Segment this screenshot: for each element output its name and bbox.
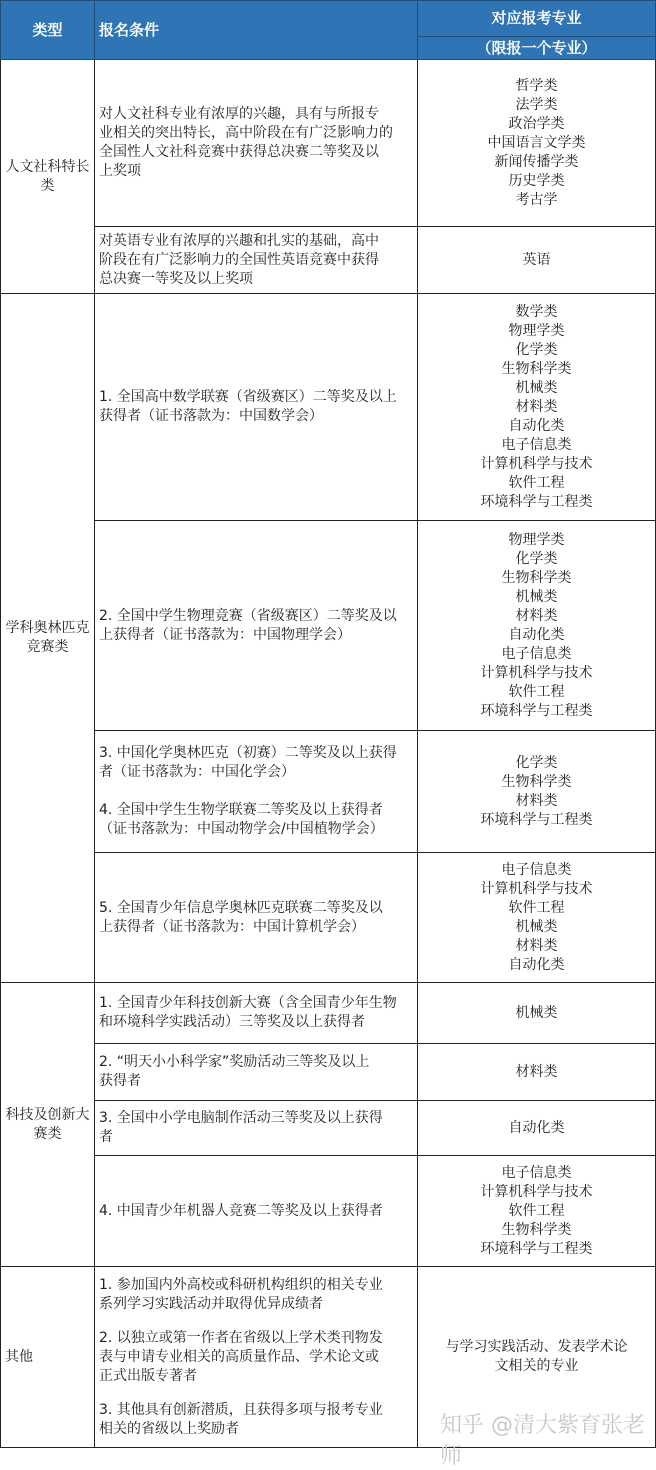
table-row (1, 521, 656, 731)
table-row (1, 853, 656, 983)
major-cell: 英语 (418, 227, 656, 294)
condition-cell: 2. “明天小小科学家”奖励活动三等奖及以上 获得者 (95, 1044, 418, 1101)
condition-text: 2. 以独立或第一作者在省级以上学术类刊物发 表与申请专业相关的高质量作品、学术论文或 正式出版专著者 (99, 1329, 383, 1384)
condition-cell: 5. 全国青少年信息学奥林匹克联赛二等奖及以 上获得者（证书落款为：中国计算机学会） (95, 853, 418, 983)
header-major: 对应报考专业 (418, 1, 656, 37)
major-cell: 数学类 物理学类 化学类 生物科学类 机械类 材料类 自动化类 电子信息类 计算机科学与技术 软件工程 环境科学与工程类 (418, 294, 656, 521)
condition-cell: 4. 中国青少年机器人竞赛二等奖及以上获得者 (95, 1156, 418, 1267)
condition-cell (95, 1267, 418, 1448)
condition-cell: 对英语专业有浓厚的兴趣和扎实的基础，高中 阶段在有广泛影响力的全国性英语竞赛中获得 总决赛一等奖及以上奖项 (95, 227, 418, 294)
table-row (1, 294, 656, 521)
major-cell: 材料类 (418, 1044, 656, 1101)
table-row (1, 227, 656, 294)
condition-cell: 对人文社科专业有浓厚的兴趣，具有与所报专 业相关的突出特长，高中阶段在有广泛影响力的 全国性人文社科竞赛中获得总决赛二等奖及以 上奖项 (95, 60, 418, 227)
table-row (1, 60, 656, 227)
table-row (1, 731, 656, 853)
major-cell: 机械类 (418, 983, 656, 1044)
table-row (1, 983, 656, 1044)
type-cell: 人文社科特长 类 (1, 60, 95, 294)
header-type: 类型 (1, 1, 95, 60)
major-cell: 物理学类 化学类 生物科学类 机械类 材料类 自动化类 电子信息类 计算机科学与技术 软件工程 环境科学与工程类 (418, 521, 656, 731)
type-cell: 科技及创新大 赛类 (1, 983, 95, 1267)
condition-text: 3. 其他具有创新潜质，且获得多项与报考专业 相关的省级以上奖励者 (99, 1401, 383, 1437)
major-cell: 电子信息类 计算机科学与技术 软件工程 生物科学类 环境科学与工程类 (418, 1156, 656, 1267)
header-major-note: （限报一个专业） (418, 37, 656, 60)
condition-cell: 2. 全国中学生物理竞赛（省级赛区）二等奖及以 上获得者（证书落款为：中国物理学会） (95, 521, 418, 731)
major-cell: 哲学类 法学类 政治学类 中国语言文学类 新闻传播学类 历史学类 考古学 (418, 60, 656, 227)
major-cell: 电子信息类 计算机科学与技术 软件工程 机械类 材料类 自动化类 (418, 853, 656, 983)
table-row (1, 1044, 656, 1101)
header-row (1, 1, 656, 37)
type-cell: 其他 (1, 1267, 95, 1448)
watermark: 知乎 @清大紫育张老师 (440, 1413, 645, 1469)
condition-text: 1. 参加国内外高校或科研机构组织的相关专业 系列学习实践活动并取得优异成绩者 (99, 1276, 383, 1312)
major-cell: 与学习实践活动、发表学术论 文相关的专业 (418, 1267, 656, 1448)
major-cell: 化学类 生物科学类 材料类 环境科学与工程类 (418, 731, 656, 853)
type-cell: 学科奥林匹克 竞赛类 (1, 294, 95, 983)
header-condition: 报名条件 (95, 1, 418, 60)
condition-text: 3. 中国化学奥林匹克（初赛）二等奖及以上获得 者（证书落款为：中国化学会） (99, 745, 397, 780)
condition-cell (95, 731, 418, 853)
table-row (1, 1156, 656, 1267)
table-row (1, 1101, 656, 1156)
condition-cell: 3. 全国中小学电脑制作活动三等奖及以上获得 者 (95, 1101, 418, 1156)
condition-cell: 1. 全国青少年科技创新大赛（含全国青少年生物 和环境科学实践活动）三等奖及以上获得者 (95, 983, 418, 1044)
condition-text: 4. 全国中学生生物学联赛二等奖及以上获得者 （证书落款为：中国动物学会/中国植物学会） (99, 802, 384, 837)
condition-cell: 1. 全国高中数学联赛（省级赛区）二等奖及以上 获得者（证书落款为：中国数学会） (95, 294, 418, 521)
major-cell: 自动化类 (418, 1101, 656, 1156)
